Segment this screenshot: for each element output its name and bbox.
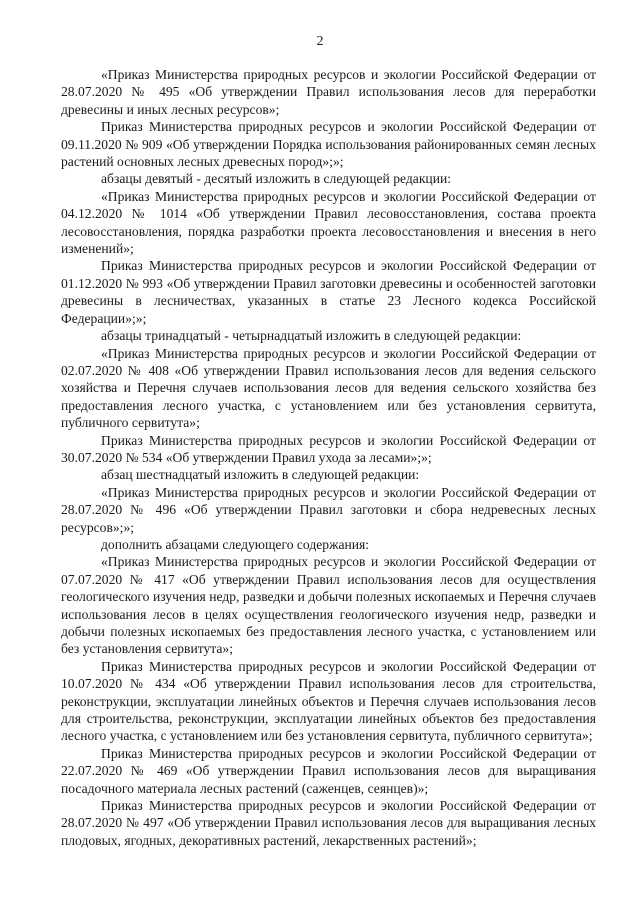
paragraph: Приказ Министерства природных ресурсов и экологии Российской Федерации от 09.11.2020 № 909 «Об утверждении Порядка использования районированных семян лесных растений основных лесных древесных пород»;»;	[61, 119, 596, 170]
paragraph: «Приказ Министерства природных ресурсов и экологии Российской Федерации от 02.07.2020 № 408 «Об утверждении Правил использования лесов для ведения сельского хозяйства и Перечня случаев использования лесов для ведения сельского хозяйства без предоставления лесного участка, с установлением или без установления сервитута, публичного сервитута»;	[61, 345, 596, 431]
paragraph: Приказ Министерства природных ресурсов и экологии Российской Федерации от 10.07.2020 № 434 «Об утверждении Правил использования лесов для строительства, реконструкции, эксплуатации линейных объектов и Перечня случаев использования лесов для строительства, реконструкции, эксплуатации линейных объектов без предоставления лесного участка, с установлением или без установления сервитута, публичного сервитута»;	[61, 658, 596, 744]
paragraph: «Приказ Министерства природных ресурсов и экологии Российской Федерации от 07.07.2020 № 417 «Об утверждении Правил использования лесов для осуществления геологического изучения недр, разведки и добычи полезных ископаемых и Перечня случаев использования лесов в целях осуществления геологического изучения недр, разведки и добычи полезных ископаемых без предоставления лесного участка, с установлением или без установления сервитута»;	[61, 554, 596, 657]
document-body	[61, 66, 596, 849]
paragraph: дополнить абзацами следующего содержания:	[101, 536, 370, 552]
paragraph: Приказ Министерства природных ресурсов и экологии Российской Федерации от 01.12.2020 № 993 «Об утверждении Правил заготовки древесины и особенностей заготовки древесины в лесничествах, указанных в статье 23 Лесного кодекса Российской Федерации»;»;	[61, 258, 596, 326]
paragraph: Приказ Министерства природных ресурсов и экологии Российской Федерации от 30.07.2020 № 534 «Об утверждении Правил ухода за лесами»;»;	[61, 432, 596, 465]
paragraph: «Приказ Министерства природных ресурсов и экологии Российской Федерации от 28.07.2020 № 495 «Об утверждении Правил использования лесов для переработки древесины и иных лесных ресурсов»;	[61, 67, 596, 117]
paragraph: «Приказ Министерства природных ресурсов и экологии Российской Федерации от 28.07.2020 № 496 «Об утверждении Правил заготовки и сбора недревесных лесных ресурсов»;»;	[61, 484, 596, 535]
page-number: 2	[316, 34, 324, 49]
paragraph: «Приказ Министерства природных ресурсов и экологии Российской Федерации от 04.12.2020 № 1014 «Об утверждении Правил лесовосстановления, состава проекта лесовосстановления, порядка разработки проекта лесовосстановления и внесения в него изменений»;	[61, 188, 596, 257]
paragraph: Приказ Министерства природных ресурсов и экологии Российской Федерации от 22.07.2020 № 469 «Об утверждении Правил использования лесов для выращивания посадочного материала лесных растений (саженцев, сеянцев)»;	[61, 745, 596, 796]
paragraph: абзацы девятый - десятый изложить в следующей редакции:	[101, 171, 452, 187]
paragraph: абзац шестнадцатый изложить в следующей редакции:	[101, 467, 420, 483]
paragraph: Приказ Министерства природных ресурсов и экологии Российской Федерации от 28.07.2020 № 497 «Об утверждении Правил использования лесов для выращивания лесных плодовых, ягодных, декоративных растений, лекарственных растений»;	[61, 798, 596, 848]
paragraph: абзацы тринадцатый - четырнадцатый изложить в следующей редакции:	[101, 328, 522, 344]
